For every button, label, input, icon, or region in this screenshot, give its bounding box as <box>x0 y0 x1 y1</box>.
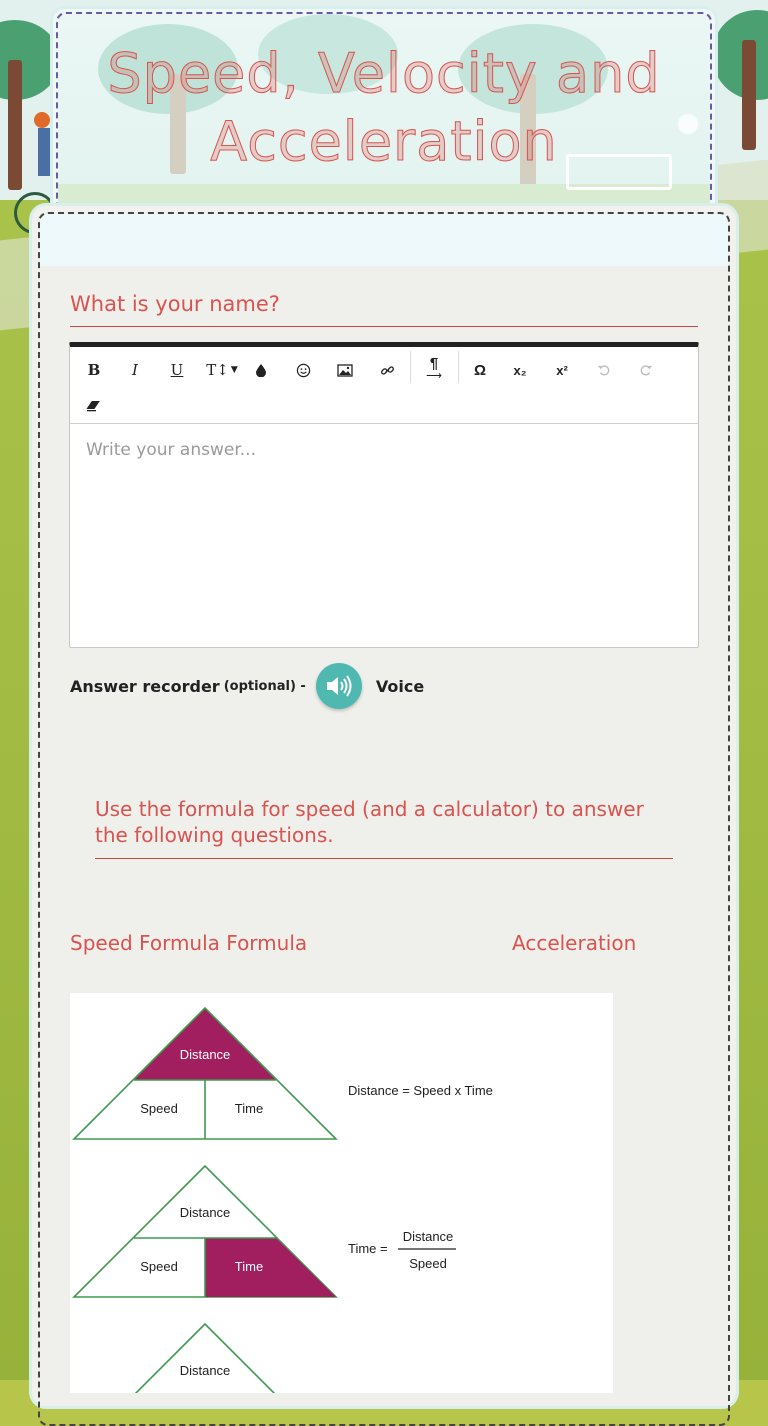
triangle-label-time: Time <box>234 1101 264 1116</box>
triangle-label-distance: Distance <box>179 1047 231 1062</box>
link-icon <box>380 363 395 378</box>
undo-button[interactable] <box>586 353 622 387</box>
triangle-label-distance: Distance <box>179 1205 231 1220</box>
triangle-label-speed: Speed <box>140 1101 178 1116</box>
formula-triangle-svg <box>70 993 613 1393</box>
bold-button[interactable]: B <box>87 361 101 379</box>
page-title: Speed, Velocity and Acceleration <box>107 42 661 173</box>
acceleration-heading: Acceleration <box>512 931 637 955</box>
emoji-button[interactable] <box>285 353 321 387</box>
voice-record-button[interactable] <box>316 663 362 709</box>
triangle-time-filled <box>205 1238 336 1297</box>
underline-button[interactable]: U <box>170 361 184 379</box>
answer-recorder <box>70 664 424 708</box>
recorder-optional-label: (optional) - <box>223 678 306 694</box>
redo-icon <box>639 363 653 377</box>
text-size-label: T↕ <box>206 361 229 379</box>
instructions-text: Use the formula for speed (and a calculator) to answer the following questions. <box>95 796 673 859</box>
smiley-icon <box>296 363 311 378</box>
text-size-button[interactable] <box>201 353 243 387</box>
formula-time-numerator: Distance <box>402 1229 454 1244</box>
toolbar-separator <box>458 351 459 383</box>
question-label: What is your name? <box>70 292 698 327</box>
answer-input[interactable]: Write your answer... <box>86 440 256 460</box>
answer-editor <box>69 342 699 648</box>
arrow-right-icon: ⟶ <box>426 370 442 382</box>
editor-toolbar <box>70 347 698 424</box>
tree-trunk <box>8 60 22 190</box>
insert-link-button[interactable] <box>369 353 405 387</box>
formula-time-denominator: Speed <box>409 1256 447 1271</box>
person-body <box>38 128 50 176</box>
triangle-top-filled <box>134 1008 276 1080</box>
triangle-label-distance: Distance <box>179 1363 231 1378</box>
formula-triangle-diagram <box>70 993 613 1393</box>
eraser-icon <box>86 400 102 412</box>
special-character-button[interactable]: Ω <box>473 361 487 379</box>
italic-button[interactable]: I <box>132 361 138 379</box>
paragraph-icon: ¶ <box>429 355 439 372</box>
insert-image-button[interactable] <box>327 353 363 387</box>
droplet-icon <box>255 363 267 377</box>
chevron-down-icon: ▼ <box>230 365 238 375</box>
tree-trunk <box>742 40 756 150</box>
image-icon <box>337 364 353 377</box>
paragraph-direction-button[interactable] <box>416 353 452 387</box>
subscript-button[interactable]: x₂ <box>513 362 527 378</box>
toolbar-separator <box>410 351 411 383</box>
triangle-distance-formula <box>74 1008 493 1139</box>
person-icon <box>34 112 50 128</box>
speed-formula-heading: Speed Formula Formula <box>70 931 308 955</box>
recorder-label: Answer recorder <box>70 676 220 696</box>
voice-label[interactable]: Voice <box>375 676 425 696</box>
formula-distance: Distance = Speed x Time <box>348 1083 493 1098</box>
speaker-icon <box>325 674 353 698</box>
triangle-time-formula <box>74 1166 456 1297</box>
triangle-label-time: Time <box>234 1259 264 1274</box>
text-color-button[interactable] <box>243 353 279 387</box>
triangle-speed-formula <box>74 1324 336 1393</box>
superscript-button[interactable]: x² <box>556 362 568 378</box>
clear-formatting-button[interactable] <box>76 389 112 423</box>
redo-button[interactable] <box>628 353 664 387</box>
undo-icon <box>597 363 611 377</box>
formula-time-lhs: Time = <box>348 1241 388 1256</box>
triangle-label-speed: Speed <box>140 1259 178 1274</box>
worksheet-header-band <box>40 214 728 266</box>
